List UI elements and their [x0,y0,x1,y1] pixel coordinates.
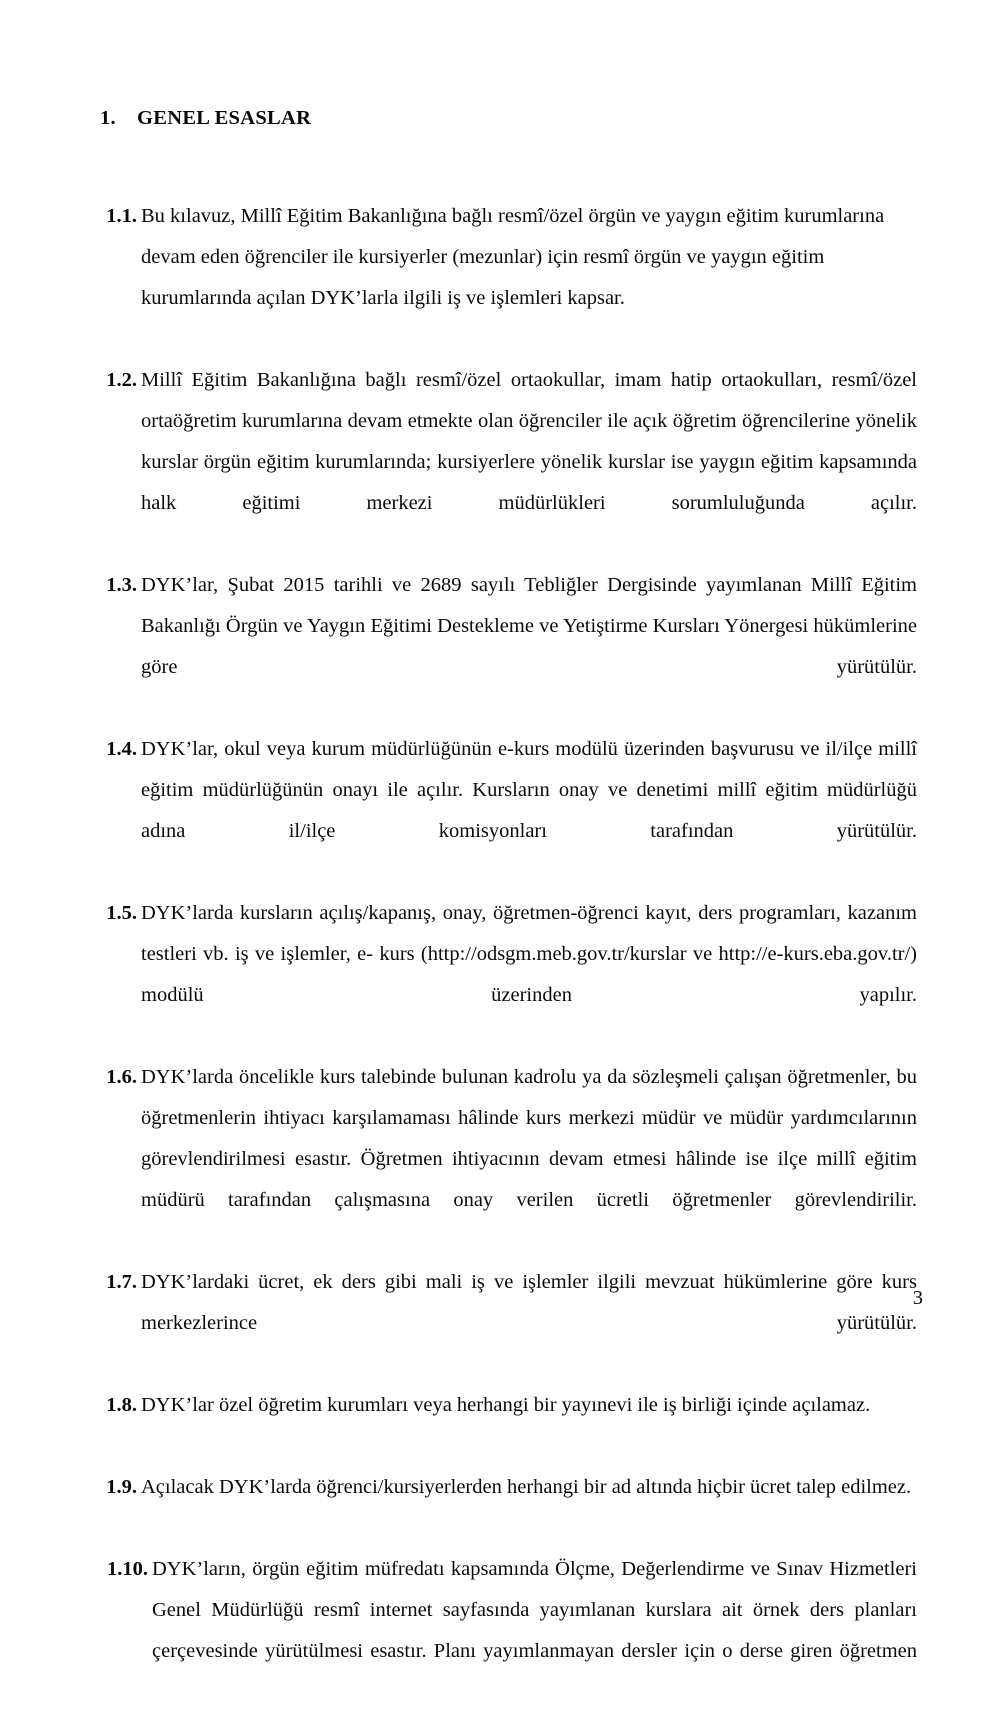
clause-number: 1.6. [106,1066,137,1088]
clause-item [100,1057,917,1262]
clause-text: DYK’lardaki ücret, ek ders gibi mali iş ve işlemler ilgili mevzuat hükümlerine göre kurs merkezlerince yürütülür. [141,1271,917,1334]
clause-text: DYK’ların, örgün eğitim müfredatı kapsamında Ölçme, Değerlendirme ve Sınav Hizmetleri Genel Müdürlüğü resmî internet sayfasında yayımlanan kurslara ait örnek ders planları çerçevesinde yürütülmesi esastır. Planı yayımlanmayan dersler için o derse giren öğretmen [152,1558,917,1662]
clause-text: DYK’lar özel öğretim kurumları veya herhangi bir yayınevi ile iş birliği içinde açılamaz. [141,1394,871,1416]
clause-item [100,360,917,565]
page-number: 3 [912,1287,923,1309]
clause-number: 1.1. [106,205,137,227]
clause-text: Açılacak DYK’larda öğrenci/kursiyerlerden herhangi bir ad altında hiçbir ücret talep edilmez. [141,1476,912,1498]
clause-text: Bu kılavuz, Millî Eğitim Bakanlığına bağlı resmî/özel örgün ve yaygın eğitim kurumlarına devam eden öğrenciler ile kursiyerler (mezunlar) için resmî örgün ve yaygın eğitim kurumlarında açılan DYK’larla ilgili iş ve işlemleri kapsar. [141,205,885,309]
section-heading [100,107,311,130]
clause-item [100,1467,917,1549]
clause-number: 1.7. [106,1271,137,1293]
clause-number: 1.3. [106,574,137,596]
clause-item [100,729,917,893]
clause-list [100,196,917,1713]
clause-text: Millî Eğitim Bakanlığına bağlı resmî/özel ortaokullar, imam hatip ortaokulları, resmî/özel ortaöğretim kurumlarına devam etmekte olan öğrenciler ile açık öğretim öğrencilerine yönelik kurslar örgün eğitim kurumlarında; kursiyerlere yönelik kurslar ise yaygın eğitim kapsamında halk eğitimi merkezi müdürlükleri sorumluluğunda açılır. [141,369,917,514]
clause-item [100,1385,917,1467]
clause-item [100,893,917,1057]
clause-number: 1.8. [106,1394,137,1416]
clause-text: DYK’larda kursların açılış/kapanış, onay, öğretmen-öğrenci kayıt, ders programları, kazanım testleri vb. iş ve işlemler, e- kurs (http://odsgm.meb.gov.tr/kurslar ve http://e-kurs.eba.gov.tr/) modülü üzerinden yapılır. [141,902,917,1006]
clause-item [100,1262,917,1385]
clause-number: 1.10. [107,1558,148,1580]
clause-number: 1.5. [106,902,137,924]
clause-item [100,196,917,360]
clause-text: DYK’lar, Şubat 2015 tarihli ve 2689 sayılı Tebliğler Dergisinde yayımlanan Millî Eğitim Bakanlığı Örgün ve Yaygın Eğitimi Destekleme ve Yetiştirme Kursları Yönergesi hükümlerine göre yürütülür. [141,574,917,678]
clause-number: 1.4. [106,738,137,760]
clause-item [100,1549,917,1713]
section-heading-title: GENEL ESASLAR [137,107,312,129]
clause-number: 1.9. [106,1476,137,1498]
clause-number: 1.2. [106,369,137,391]
clause-text: DYK’larda öncelikle kurs talebinde bulunan kadrolu ya da sözleşmeli çalışan öğretmenler, bu öğretmenlerin ihtiyacı karşılamaması hâlinde kurs merkezi müdür ve müdür yardımcılarının görevlendirilmesi esastır. Öğretmen ihtiyacının devam etmesi hâlinde ise ilçe millî eğitim müdürü tarafından çalışmasına onay verilen ücretli öğretmenler görevlendirilir. [141,1066,917,1211]
clause-text: DYK’lar, okul veya kurum müdürlüğünün e-kurs modülü üzerinden başvurusu ve il/ilçe millî eğitim müdürlüğünün onayı ile açılır. Kursların onay ve denetimi millî eğitim müdürlüğü adına il/ilçe komisyonları tarafından yürütülür. [141,738,917,842]
clause-item [100,565,917,729]
section-heading-number: 1. [100,107,116,129]
